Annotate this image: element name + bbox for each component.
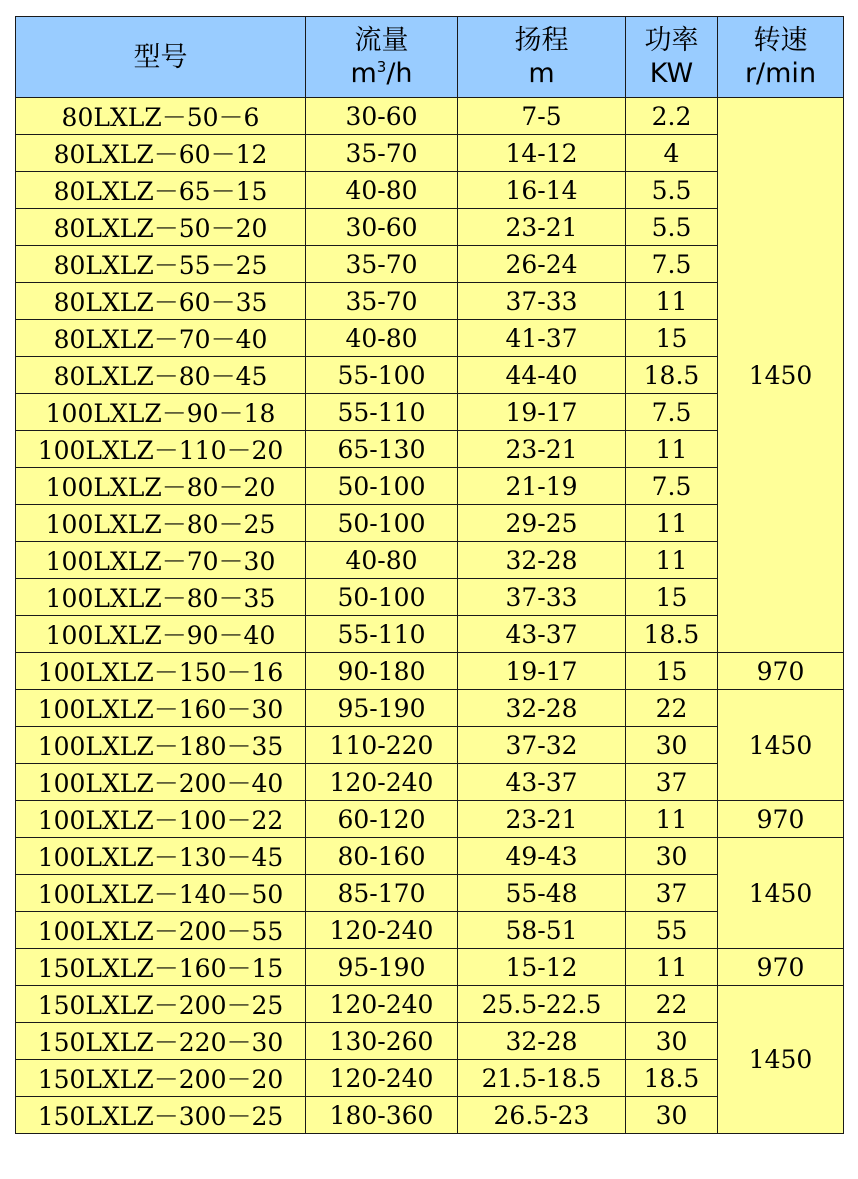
header-model bbox=[16, 17, 306, 98]
cell-head: 43-37 bbox=[458, 764, 626, 801]
cell-power: 5.5 bbox=[626, 172, 718, 209]
cell-speed: 970 bbox=[718, 801, 844, 838]
table-row bbox=[16, 690, 844, 727]
cell-flow: 40-80 bbox=[306, 542, 458, 579]
cell-power: 15 bbox=[626, 653, 718, 690]
cell-model: 100LXLZ－80－35 bbox=[16, 579, 306, 616]
cell-model: 100LXLZ－200－55 bbox=[16, 912, 306, 949]
header-flow bbox=[306, 17, 458, 98]
cell-model: 100LXLZ－150－16 bbox=[16, 653, 306, 690]
cell-power: 7.5 bbox=[626, 246, 718, 283]
cell-model: 100LXLZ－80－25 bbox=[16, 505, 306, 542]
cell-flow: 55-100 bbox=[306, 357, 458, 394]
cell-model: 100LXLZ－140－50 bbox=[16, 875, 306, 912]
cell-head: 19-17 bbox=[458, 394, 626, 431]
cell-power: 37 bbox=[626, 764, 718, 801]
cell-flow: 85-170 bbox=[306, 875, 458, 912]
cell-flow: 110-220 bbox=[306, 727, 458, 764]
cell-flow: 60-120 bbox=[306, 801, 458, 838]
cell-power: 11 bbox=[626, 542, 718, 579]
cell-flow: 120-240 bbox=[306, 1060, 458, 1097]
cell-flow: 120-240 bbox=[306, 986, 458, 1023]
cell-power: 7.5 bbox=[626, 394, 718, 431]
cell-head: 23-21 bbox=[458, 431, 626, 468]
cell-model: 80LXLZ－55－25 bbox=[16, 246, 306, 283]
cell-model: 100LXLZ－130－45 bbox=[16, 838, 306, 875]
header-power bbox=[626, 17, 718, 98]
cell-power: 30 bbox=[626, 838, 718, 875]
pump-spec-table bbox=[15, 16, 844, 1134]
cell-head: 23-21 bbox=[458, 801, 626, 838]
cell-model: 80LXLZ－60－35 bbox=[16, 283, 306, 320]
header-model-label: 型号 bbox=[133, 41, 188, 73]
cell-power: 18.5 bbox=[626, 616, 718, 653]
cell-head: 26-24 bbox=[458, 246, 626, 283]
cell-model: 80LXLZ－70－40 bbox=[16, 320, 306, 357]
table-row bbox=[16, 838, 844, 875]
cell-flow: 95-190 bbox=[306, 690, 458, 727]
cell-speed: 970 bbox=[718, 949, 844, 986]
cell-flow: 50-100 bbox=[306, 579, 458, 616]
cell-model: 100LXLZ－200－40 bbox=[16, 764, 306, 801]
cell-power: 11 bbox=[626, 949, 718, 986]
cell-power: 15 bbox=[626, 320, 718, 357]
cell-model: 80LXLZ－60－12 bbox=[16, 135, 306, 172]
cell-head: 49-43 bbox=[458, 838, 626, 875]
cell-head: 55-48 bbox=[458, 875, 626, 912]
header-head-unit: m bbox=[528, 58, 555, 89]
cell-model: 100LXLZ－90－18 bbox=[16, 394, 306, 431]
cell-head: 15-12 bbox=[458, 949, 626, 986]
cell-power: 30 bbox=[626, 727, 718, 764]
cell-power: 11 bbox=[626, 431, 718, 468]
cell-head: 25.5-22.5 bbox=[458, 986, 626, 1023]
cell-head: 26.5-23 bbox=[458, 1097, 626, 1134]
table-row bbox=[16, 986, 844, 1023]
table-header-row bbox=[16, 17, 844, 98]
cell-model: 100LXLZ－180－35 bbox=[16, 727, 306, 764]
header-speed bbox=[718, 17, 844, 98]
cell-power: 37 bbox=[626, 875, 718, 912]
cell-head: 32-28 bbox=[458, 1023, 626, 1060]
cell-head: 19-17 bbox=[458, 653, 626, 690]
cell-power: 22 bbox=[626, 986, 718, 1023]
cell-model: 80LXLZ－80－45 bbox=[16, 357, 306, 394]
table-row bbox=[16, 98, 844, 135]
cell-speed: 1450 bbox=[718, 838, 844, 949]
cell-power: 11 bbox=[626, 283, 718, 320]
cell-head: 21.5-18.5 bbox=[458, 1060, 626, 1097]
cell-flow: 120-240 bbox=[306, 912, 458, 949]
header-flow-label: 流量 bbox=[354, 25, 409, 56]
cell-flow: 120-240 bbox=[306, 764, 458, 801]
cell-power: 4 bbox=[626, 135, 718, 172]
cell-flow: 40-80 bbox=[306, 172, 458, 209]
cell-power: 11 bbox=[626, 801, 718, 838]
cell-model: 80LXLZ－65－15 bbox=[16, 172, 306, 209]
cell-model: 100LXLZ－90－40 bbox=[16, 616, 306, 653]
cell-flow: 35-70 bbox=[306, 283, 458, 320]
cell-head: 41-37 bbox=[458, 320, 626, 357]
cell-power: 5.5 bbox=[626, 209, 718, 246]
cell-flow: 95-190 bbox=[306, 949, 458, 986]
cell-power: 11 bbox=[626, 505, 718, 542]
cell-head: 43-37 bbox=[458, 616, 626, 653]
cell-flow: 80-160 bbox=[306, 838, 458, 875]
cell-model: 150LXLZ－200－25 bbox=[16, 986, 306, 1023]
cell-flow: 55-110 bbox=[306, 394, 458, 431]
header-power-label: 功率 bbox=[644, 25, 699, 56]
cell-flow: 30-60 bbox=[306, 209, 458, 246]
header-head-label: 扬程 bbox=[514, 25, 569, 56]
cell-speed: 1450 bbox=[718, 690, 844, 801]
cell-model: 100LXLZ－110－20 bbox=[16, 431, 306, 468]
cell-head: 37-32 bbox=[458, 727, 626, 764]
header-speed-label: 转速 bbox=[753, 25, 808, 56]
cell-model: 150LXLZ－160－15 bbox=[16, 949, 306, 986]
cell-head: 29-25 bbox=[458, 505, 626, 542]
table-body bbox=[16, 98, 844, 1134]
cell-head: 37-33 bbox=[458, 579, 626, 616]
cell-speed: 1450 bbox=[718, 98, 844, 653]
cell-head: 21-19 bbox=[458, 468, 626, 505]
table-row bbox=[16, 653, 844, 690]
cell-model: 150LXLZ－220－30 bbox=[16, 1023, 306, 1060]
cell-power: 30 bbox=[626, 1097, 718, 1134]
cell-flow: 90-180 bbox=[306, 653, 458, 690]
cell-model: 80LXLZ－50－20 bbox=[16, 209, 306, 246]
header-flow-unit bbox=[306, 57, 457, 90]
cell-flow: 30-60 bbox=[306, 98, 458, 135]
cell-flow: 50-100 bbox=[306, 505, 458, 542]
cell-head: 7-5 bbox=[458, 98, 626, 135]
cell-head: 32-28 bbox=[458, 690, 626, 727]
table-row bbox=[16, 949, 844, 986]
cell-flow: 40-80 bbox=[306, 320, 458, 357]
flow-unit-sup: 3 bbox=[376, 58, 387, 76]
cell-head: 37-33 bbox=[458, 283, 626, 320]
cell-flow: 35-70 bbox=[306, 246, 458, 283]
cell-head: 23-21 bbox=[458, 209, 626, 246]
cell-model: 100LXLZ－70－30 bbox=[16, 542, 306, 579]
cell-model: 100LXLZ－100－22 bbox=[16, 801, 306, 838]
cell-power: 2.2 bbox=[626, 98, 718, 135]
cell-speed: 970 bbox=[718, 653, 844, 690]
cell-head: 44-40 bbox=[458, 357, 626, 394]
cell-head: 58-51 bbox=[458, 912, 626, 949]
cell-flow: 130-260 bbox=[306, 1023, 458, 1060]
cell-power: 30 bbox=[626, 1023, 718, 1060]
cell-speed: 1450 bbox=[718, 986, 844, 1134]
cell-head: 32-28 bbox=[458, 542, 626, 579]
cell-head: 16-14 bbox=[458, 172, 626, 209]
cell-power: 22 bbox=[626, 690, 718, 727]
flow-unit-base: m bbox=[350, 58, 377, 89]
cell-flow: 65-130 bbox=[306, 431, 458, 468]
table-row bbox=[16, 801, 844, 838]
cell-power: 18.5 bbox=[626, 357, 718, 394]
header-head bbox=[458, 17, 626, 98]
cell-model: 150LXLZ－300－25 bbox=[16, 1097, 306, 1134]
header-speed-unit: r/min bbox=[744, 58, 817, 89]
cell-model: 100LXLZ－80－20 bbox=[16, 468, 306, 505]
cell-model: 150LXLZ－200－20 bbox=[16, 1060, 306, 1097]
header-power-unit: KW bbox=[649, 58, 694, 89]
cell-power: 7.5 bbox=[626, 468, 718, 505]
cell-model: 100LXLZ－160－30 bbox=[16, 690, 306, 727]
flow-unit-tail: /h bbox=[386, 58, 413, 89]
cell-flow: 55-110 bbox=[306, 616, 458, 653]
cell-flow: 35-70 bbox=[306, 135, 458, 172]
cell-flow: 50-100 bbox=[306, 468, 458, 505]
cell-power: 55 bbox=[626, 912, 718, 949]
cell-flow: 180-360 bbox=[306, 1097, 458, 1134]
cell-power: 15 bbox=[626, 579, 718, 616]
cell-power: 18.5 bbox=[626, 1060, 718, 1097]
cell-head: 14-12 bbox=[458, 135, 626, 172]
cell-model: 80LXLZ－50－6 bbox=[16, 98, 306, 135]
